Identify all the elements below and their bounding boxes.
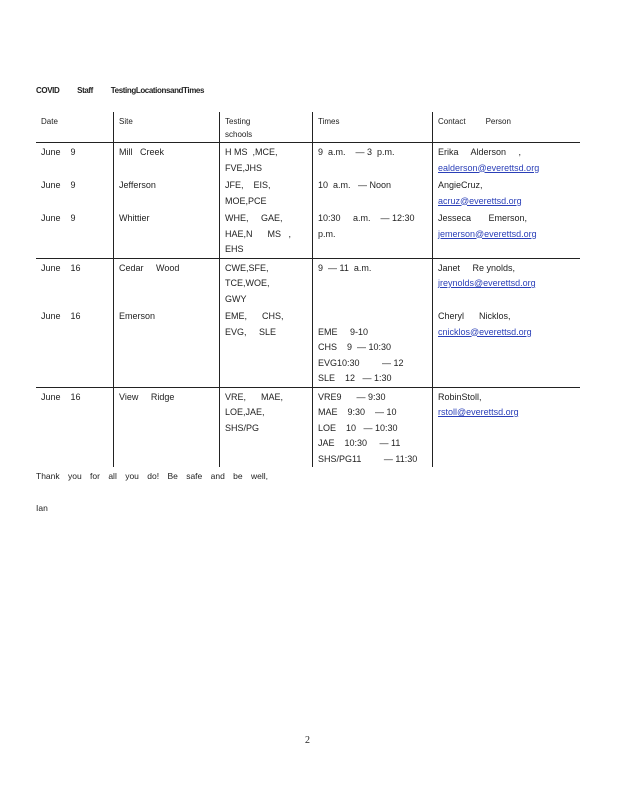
heading-title: TestingLocationsandTimes <box>110 86 205 95</box>
cell-contact <box>433 143 581 177</box>
cell-date: June 9 <box>36 143 114 177</box>
table-row <box>36 209 580 258</box>
table-row <box>36 143 580 177</box>
document-heading <box>36 86 220 95</box>
header-times: Times <box>313 112 433 143</box>
cell-site: Jefferson <box>114 176 220 209</box>
time-line: 9 a.m. — 3 p.m. <box>318 147 395 157</box>
time-line: EVG10:30 — 12 <box>318 357 404 368</box>
table-row <box>36 387 580 467</box>
cell-contact <box>433 258 581 307</box>
cell-times <box>313 387 433 467</box>
cell-times <box>313 176 433 209</box>
school-line: MOE,PCE <box>225 195 267 206</box>
table-row <box>36 258 580 307</box>
table-header-row <box>36 112 580 143</box>
cell-date: June 16 <box>41 311 81 321</box>
school-line: TCE,WOE, <box>225 278 270 288</box>
school-line: EME, CHS, <box>225 311 284 321</box>
time-line: MAE 9:30 — 10 <box>318 407 397 417</box>
school-line: VRE, MAE, <box>225 391 284 402</box>
time-line: JAE 10:30 — 11 <box>318 438 401 448</box>
time-line: 10:30 a.m. — 12:30 <box>318 213 415 223</box>
school-line: CWE,SFE, <box>225 262 269 273</box>
school-line: FVE,JHS <box>225 162 263 173</box>
cell-times <box>313 307 433 387</box>
cell-site: Mill Creek <box>114 143 220 177</box>
cell-date: June 9 <box>41 213 76 223</box>
cell-contact <box>433 387 581 467</box>
cell-schools <box>220 209 313 258</box>
contact-email-link[interactable]: cnicklos@everettsd.org <box>438 326 532 337</box>
heading-staff: Staff <box>77 86 93 95</box>
cell-contact <box>433 176 581 209</box>
contact-name: Cheryl Nicklos, <box>438 311 511 321</box>
school-line: SHS/PG <box>225 422 260 433</box>
cell-times <box>313 258 433 307</box>
contact-name: Jesseca Emerson, <box>438 213 528 223</box>
school-line: EHS <box>225 244 244 254</box>
contact-email-link[interactable]: acruz@everettsd.org <box>438 195 522 206</box>
school-line: LOE,JAE, <box>225 407 265 417</box>
school-line: JFE, EIS, <box>225 180 271 190</box>
cell-site: View Ridge <box>114 387 220 467</box>
time-line: 10 a.m. — Noon <box>318 180 392 190</box>
contact-name: RobinStoll, <box>438 391 482 402</box>
cell-schools <box>220 258 313 307</box>
time-line <box>318 309 428 325</box>
cell-date: June 16 <box>36 387 114 467</box>
cell-contact <box>433 307 581 387</box>
contact-email-link[interactable]: ealderson@everettsd.org <box>438 162 540 173</box>
header-contact: Contact Person <box>433 112 581 143</box>
header-date: Date <box>41 117 58 126</box>
cell-site: Cedar Wood <box>114 258 220 307</box>
cell-date: June 9 <box>41 180 76 190</box>
cell-schools <box>220 143 313 177</box>
time-line: SHS/PG11 — 11:30 <box>318 453 418 464</box>
cell-schools <box>220 387 313 467</box>
cell-times <box>313 209 433 258</box>
cell-contact <box>433 209 581 258</box>
school-line: HAE,N MS , <box>225 228 292 239</box>
cell-site: Emerson <box>114 307 220 387</box>
cell-schools <box>220 307 313 387</box>
header-site: Site <box>114 112 220 143</box>
contact-name: AngieCruz, <box>438 180 483 190</box>
time-line: VRE9 — 9:30 <box>318 391 386 402</box>
time-line: p.m. <box>318 228 336 239</box>
signature: Ian <box>36 503 48 513</box>
contact-name: Erika Alderson , <box>438 147 522 157</box>
time-line: SLE 12 — 1:30 <box>318 373 392 383</box>
cell-schools <box>220 176 313 209</box>
contact-name: Janet Re ynolds, <box>438 262 516 273</box>
school-line: WHE, GAE, <box>225 213 283 223</box>
time-line: 9 — 11 a.m. <box>318 262 372 273</box>
heading-covid: COVID <box>36 86 60 95</box>
table-row <box>36 176 580 209</box>
cell-times <box>313 143 433 177</box>
school-line: GWY <box>225 293 247 304</box>
testing-schedule-table <box>36 112 580 467</box>
cell-site: Whittier <box>114 209 220 258</box>
time-line: LOE 10 — 10:30 <box>318 422 398 433</box>
school-line: EVG, SLE <box>225 326 277 337</box>
time-line: CHS 9 — 10:30 <box>318 342 392 352</box>
contact-email-link[interactable]: jemerson@everettsd.org <box>438 228 537 239</box>
cell-date: June 16 <box>36 258 114 307</box>
school-line: H MS ,MCE, <box>225 147 278 157</box>
table-row <box>36 307 580 387</box>
time-line: EME 9-10 <box>318 326 369 337</box>
closing-message: Thank you for all you do! Be safe and be well, <box>36 471 268 481</box>
header-testing-schools: Testing schools <box>220 112 313 143</box>
contact-email-link[interactable]: rstoll@everettsd.org <box>438 407 519 417</box>
contact-email-link[interactable]: jreynolds@everettsd.org <box>438 278 536 288</box>
page-number: 2 <box>305 735 310 746</box>
